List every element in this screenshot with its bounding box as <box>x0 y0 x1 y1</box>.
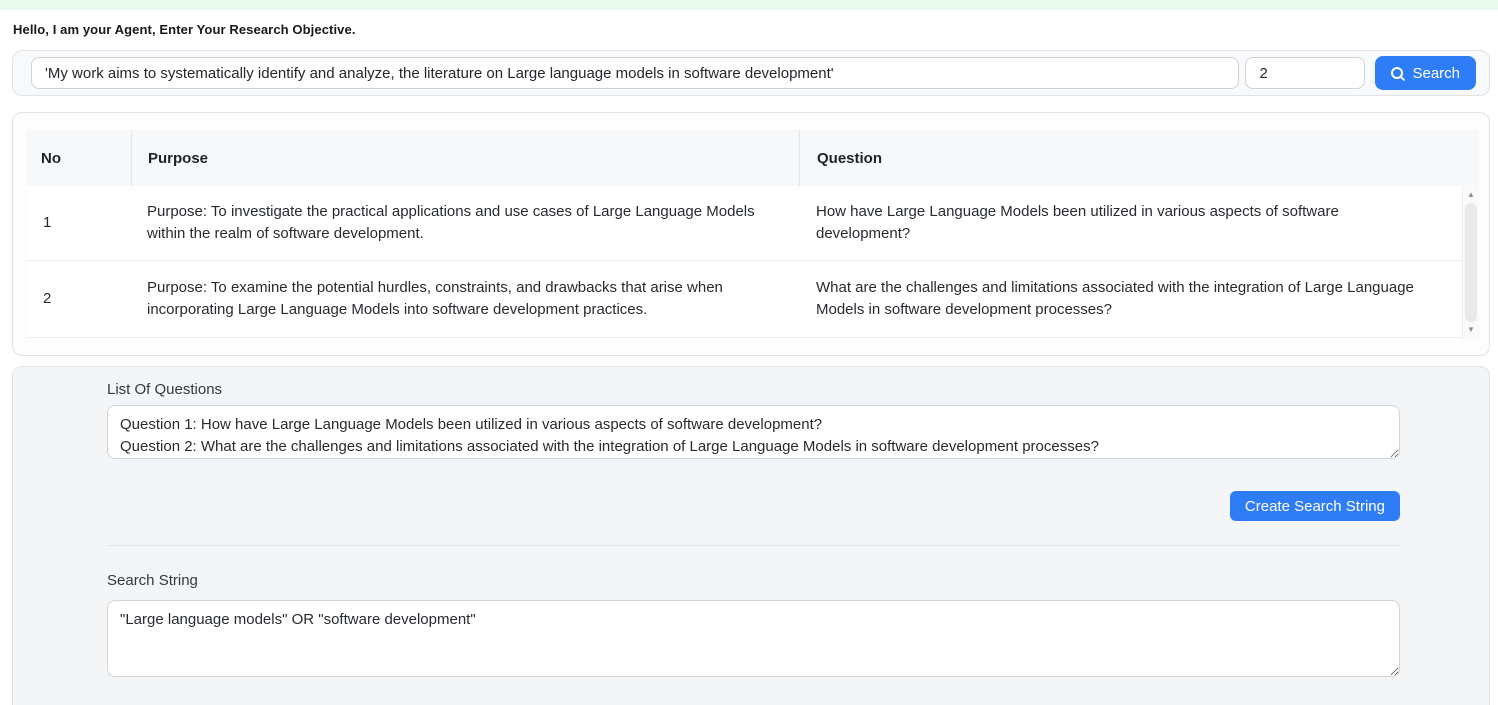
cell-question: What are the challenges and limitations associated with the integration of Large Language Models in software development processes? <box>816 279 1414 318</box>
cell-no: 2 <box>43 290 52 307</box>
cell-no: 1 <box>43 214 52 231</box>
table-scrollbar[interactable] <box>1462 186 1479 339</box>
scrollbar-thumb[interactable] <box>1465 203 1477 322</box>
column-header-question: Question <box>799 130 1479 186</box>
table-header-row <box>27 130 1479 186</box>
search-string-textarea[interactable] <box>107 600 1400 677</box>
scroll-up-icon[interactable]: ▲ <box>1467 190 1475 199</box>
search-button[interactable] <box>1375 56 1476 90</box>
cell-question: How have Large Language Models been utilized in various aspects of software development? <box>816 203 1339 242</box>
scroll-down-icon[interactable]: ▼ <box>1467 325 1475 334</box>
table-body <box>27 186 1479 339</box>
search-panel <box>12 50 1490 96</box>
table-row <box>27 261 1462 338</box>
purpose-question-table <box>12 112 1490 356</box>
column-header-no: No <box>41 149 61 167</box>
table-row <box>27 186 1462 261</box>
top-status-bar <box>0 0 1498 10</box>
section-divider <box>107 545 1400 546</box>
column-header-purpose: Purpose <box>131 130 799 186</box>
questions-textarea[interactable] <box>107 405 1400 459</box>
cell-purpose: Purpose: To examine the potential hurdles, constraints, and drawbacks that arise when incorporating Large Language Models into software development practices. <box>147 279 723 318</box>
search-icon <box>1391 67 1404 80</box>
question-count-input[interactable] <box>1245 57 1365 89</box>
greeting-text: Hello, I am your Agent, Enter Your Research Objective. <box>13 22 356 37</box>
list-of-questions-label: List Of Questions <box>107 381 223 398</box>
research-objective-input[interactable] <box>31 57 1239 89</box>
create-search-string-button[interactable]: Create Search String <box>1230 491 1400 521</box>
search-string-label: Search String <box>107 572 198 589</box>
questions-panel <box>12 366 1490 705</box>
cell-purpose: Purpose: To investigate the practical applications and use cases of Large Language Models within the realm of software development. <box>147 203 755 242</box>
search-button-label: Search <box>1412 64 1460 82</box>
